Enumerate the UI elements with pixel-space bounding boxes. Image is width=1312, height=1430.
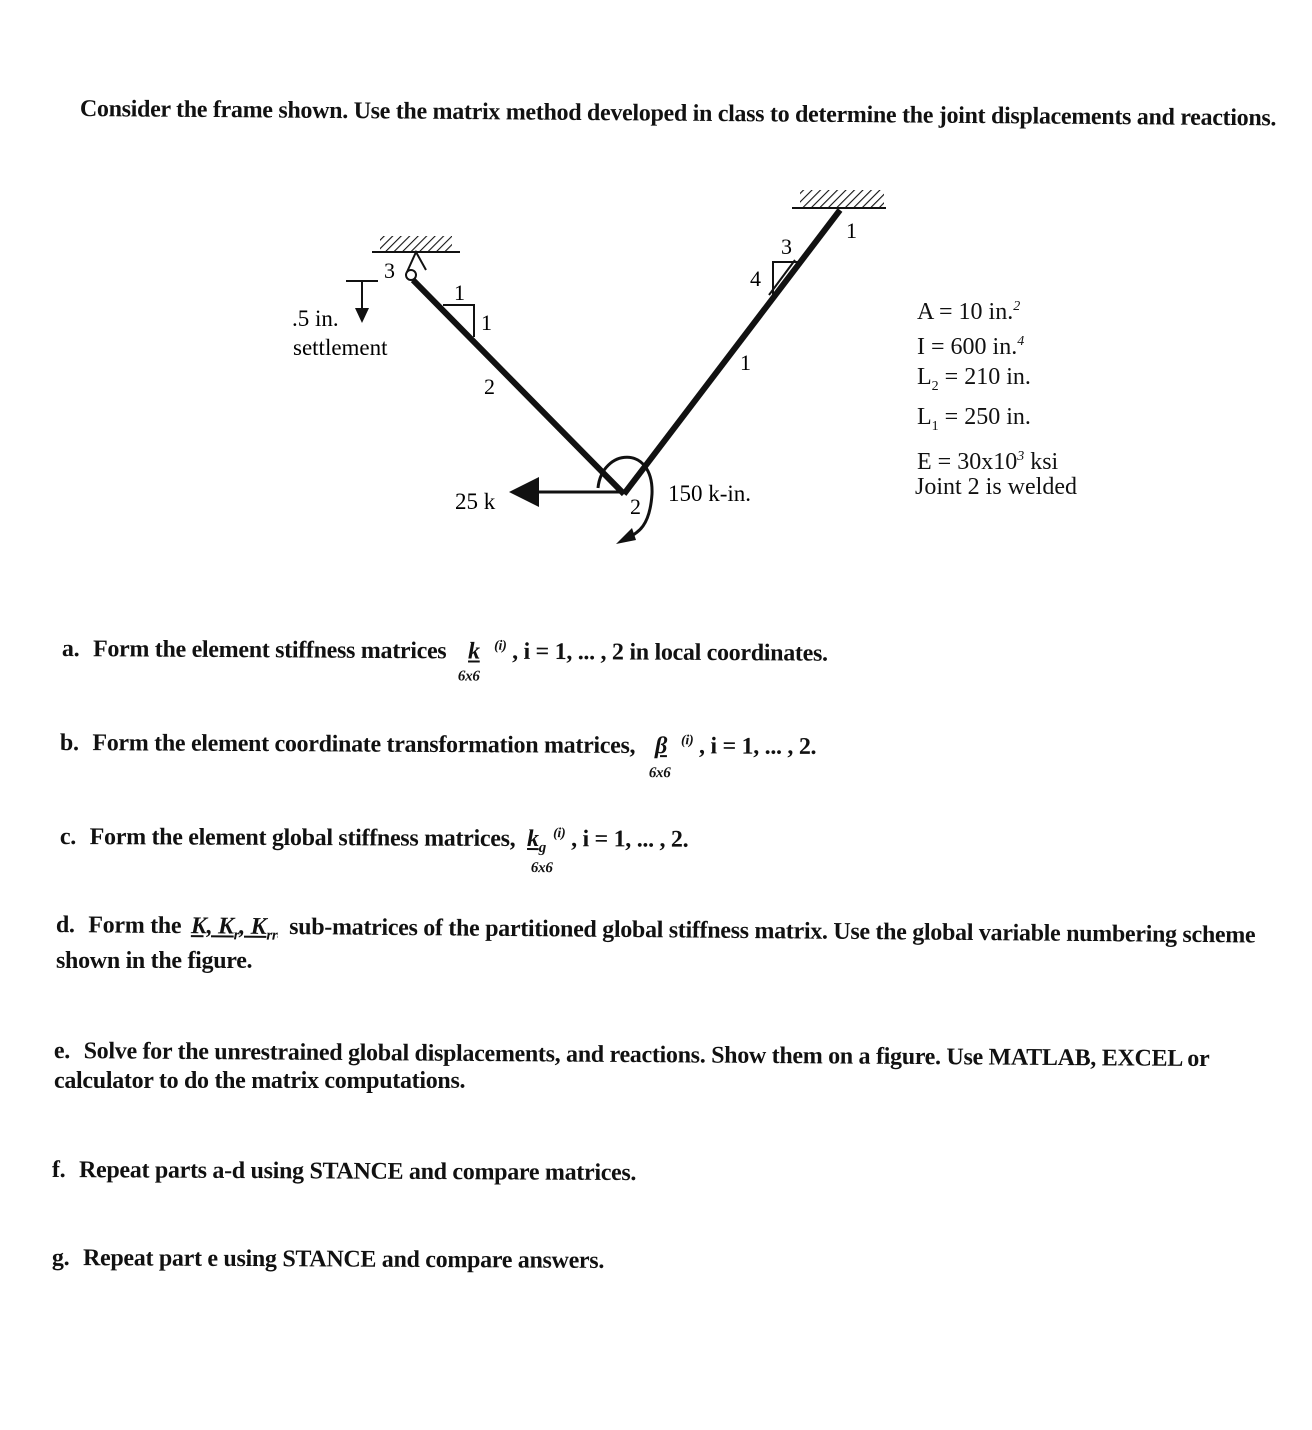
prop-modulus: $E = 30x10^3$ ksi	[917, 448, 1059, 475]
intro-text: Consider the frame shown. Use the matrix method developed in class to determine the joint displacements and reactions.	[79, 96, 1277, 132]
part-f-label: f.	[51, 1157, 66, 1184]
part-c-symbol: k	[527, 826, 539, 853]
part-a-label: a.	[61, 636, 80, 663]
part-b-text2: , i = 1, ... , 2.	[698, 733, 817, 760]
part-d-symbols: K, $K_r$, $K_{rr}$	[190, 913, 278, 944]
right-slope-rise-label: 4	[750, 266, 761, 291]
part-b-superscript: (i)	[680, 733, 694, 749]
prop-length-2: $L_2 = 210$ in.	[917, 364, 1031, 394]
part-a-text1: Form the element stiffness matrices	[92, 636, 447, 665]
right-fixed-support	[792, 190, 886, 208]
left-dof-3-label: 3	[384, 258, 395, 283]
part-b	[59, 730, 817, 782]
part-b-symbol: β	[654, 733, 668, 760]
part-c-text2: , i = 1, ... , 2.	[571, 826, 689, 853]
part-f-text: Repeat parts a-d using STANCE and compare matrices.	[78, 1157, 637, 1187]
left-slope-rise-label: 1	[481, 310, 492, 335]
left-member-number: 2	[484, 374, 495, 399]
part-f	[52, 1157, 636, 1187]
part-e-line1: Solve for the unrestrained global displacements, and reactions. Show them on a figure. Use MATLAB, EXCEL or	[83, 1038, 1210, 1073]
member-1	[624, 210, 840, 494]
part-b-text1: Form the element coordinate transformation matrices,	[92, 730, 636, 760]
part-g-text: Repeat part e using STANCE and compare answers.	[82, 1245, 605, 1274]
part-c	[59, 824, 689, 877]
part-a-superscript: (i)	[494, 638, 507, 654]
part-d-label: d.	[55, 912, 75, 939]
part-b-subscript: 6x6	[648, 765, 671, 782]
prop-inertia: I = 600 in.$^4$	[917, 334, 1025, 360]
part-g	[52, 1245, 604, 1275]
weld-note: Joint 2 is welded	[915, 474, 1077, 500]
horizontal-load-label: 25 k	[455, 489, 496, 514]
left-slope-run-label: 1	[454, 280, 465, 305]
part-e-label: e.	[53, 1038, 71, 1065]
part-c-superscript: (i)	[553, 826, 566, 842]
part-e-line2: calculator to do the matrix computations.	[54, 1068, 466, 1094]
settlement-value: .5 in.	[292, 306, 339, 331]
left-slope-triangle	[443, 305, 474, 337]
joint-2-label: 2	[630, 494, 641, 519]
part-d-text1: Form the	[88, 912, 182, 940]
part-g-label: g.	[51, 1245, 70, 1272]
part-c-symbol-sub: g	[538, 839, 546, 856]
part-d-line2: shown in the figure.	[56, 948, 253, 974]
prop-area: A = 10 in.$^2$	[917, 299, 1021, 325]
prop-length-1: $L_1 = 250$ in.	[917, 403, 1031, 434]
part-d-text2: sub-matrices of the partitioned global stiffness matrix. Use the global variable numbering scheme	[289, 914, 1256, 949]
part-c-text1: Form the element global stiffness matrices,	[89, 824, 516, 852]
right-member-number: 1	[740, 350, 751, 375]
settlement-arrow	[346, 281, 378, 323]
moment-load-label: 150 k-in.	[668, 481, 752, 506]
member-2	[413, 280, 624, 494]
frame-figure	[0, 0, 1312, 600]
part-c-subscript: 6x6	[530, 860, 553, 877]
right-slope-run-label: 3	[781, 234, 792, 259]
right-dof-1-label: 1	[846, 218, 857, 243]
properties-block	[917, 292, 1058, 477]
part-a-text2: , i = 1, ... , 2 in local coordinates.	[512, 638, 828, 667]
part-a-subscript: 6x6	[457, 668, 480, 685]
part-c-label: c.	[59, 824, 77, 851]
part-a-symbol: k	[468, 638, 480, 665]
settlement-word: settlement	[293, 335, 388, 360]
part-b-label: b.	[59, 730, 79, 757]
part-a	[61, 636, 828, 685]
